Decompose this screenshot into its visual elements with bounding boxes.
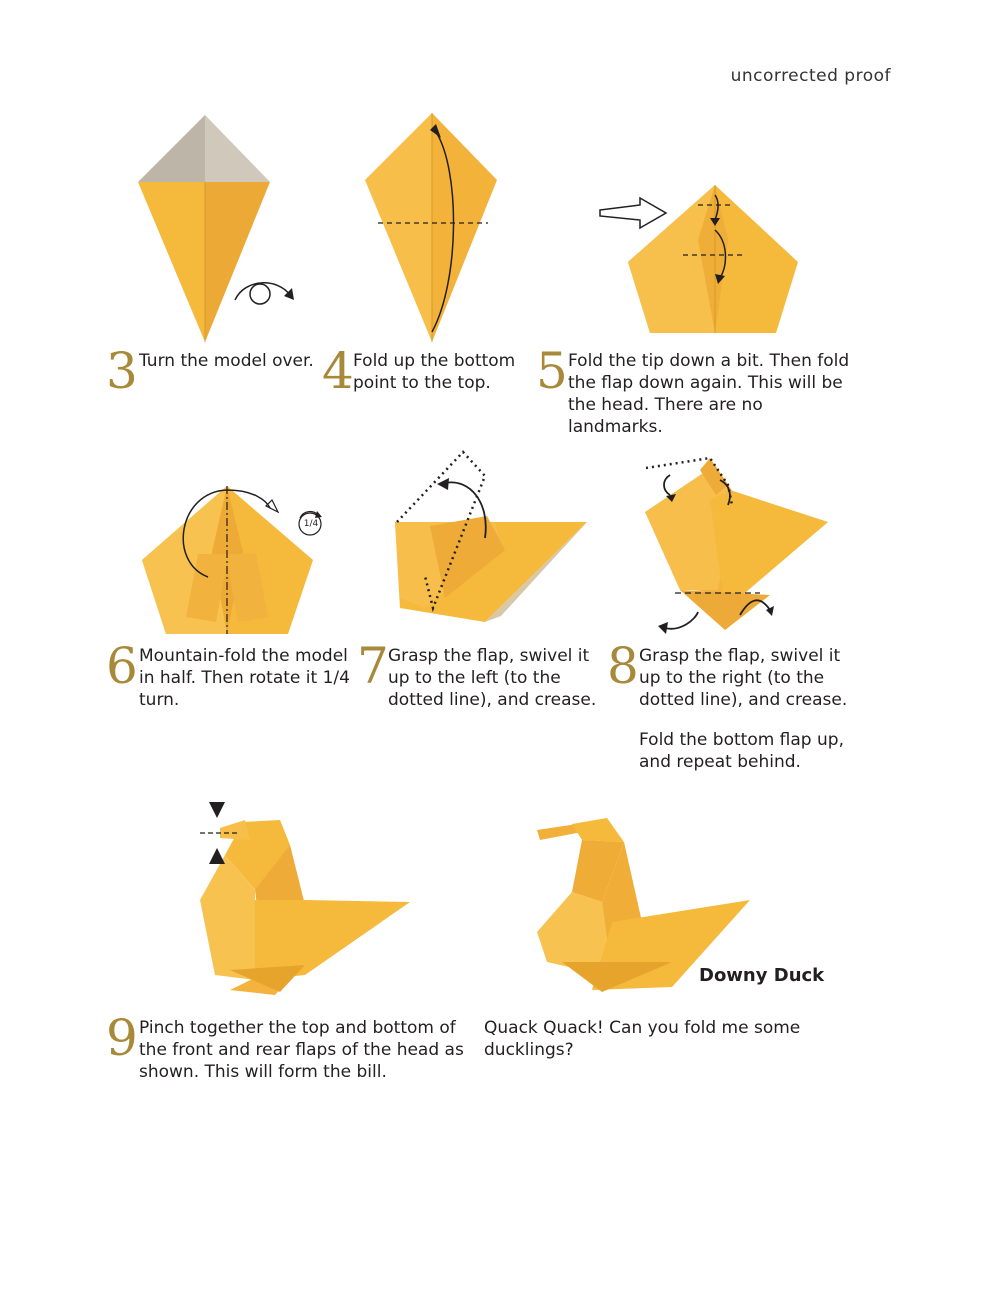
step-7-diagram (385, 448, 595, 628)
step-5-text: Fold the tip down a bit. Then fold the flap down again. This will be the head. There are no landmarks. (568, 351, 850, 437)
step-4-diagram (360, 110, 510, 350)
final-title: Downy Duck (699, 965, 825, 986)
step-6-text: Mountain-fold the model in half. Then rotate it 1/4 turn. (139, 646, 350, 710)
step-4-number: 4 (322, 342, 354, 400)
step-8-diagram (640, 450, 840, 635)
step-6-number: 6 (106, 637, 138, 695)
step-7-number: 7 (357, 637, 389, 695)
step-9-number: 9 (106, 1009, 138, 1067)
proof-label: uncorrected proof (730, 66, 891, 86)
step-5-diagram (598, 180, 808, 335)
step-5-number: 5 (536, 342, 568, 400)
turn-over-arrow-icon (235, 283, 294, 304)
step-9-text: Pinch together the top and bottom of the front and rear flaps of the head as shown. This will form the bill. (139, 1018, 464, 1082)
view-direction-arrow-icon (600, 198, 666, 228)
step-9-diagram (195, 800, 415, 1000)
step-8-number: 8 (607, 637, 639, 695)
final-text: Quack Quack! Can you fold me some ducklings? (484, 1018, 801, 1060)
step-7-text: Grasp the flap, swivel it up to the left (to the dotted line), and crease. (388, 646, 597, 710)
step-3-text: Turn the model over. (139, 351, 314, 371)
step-6-diagram (138, 482, 338, 637)
rotate-quarter-badge: 1/4 (303, 519, 319, 529)
step-3-number: 3 (106, 342, 138, 400)
step-3-diagram (130, 110, 310, 350)
step-8-extra-text: Fold the bottom flap up, and repeat behind. (639, 730, 844, 772)
step-8-text: Grasp the flap, swivel it up to the right (to the dotted line), and crease. (639, 646, 848, 710)
step-4-text: Fold up the bottom point to the top. (353, 351, 516, 393)
